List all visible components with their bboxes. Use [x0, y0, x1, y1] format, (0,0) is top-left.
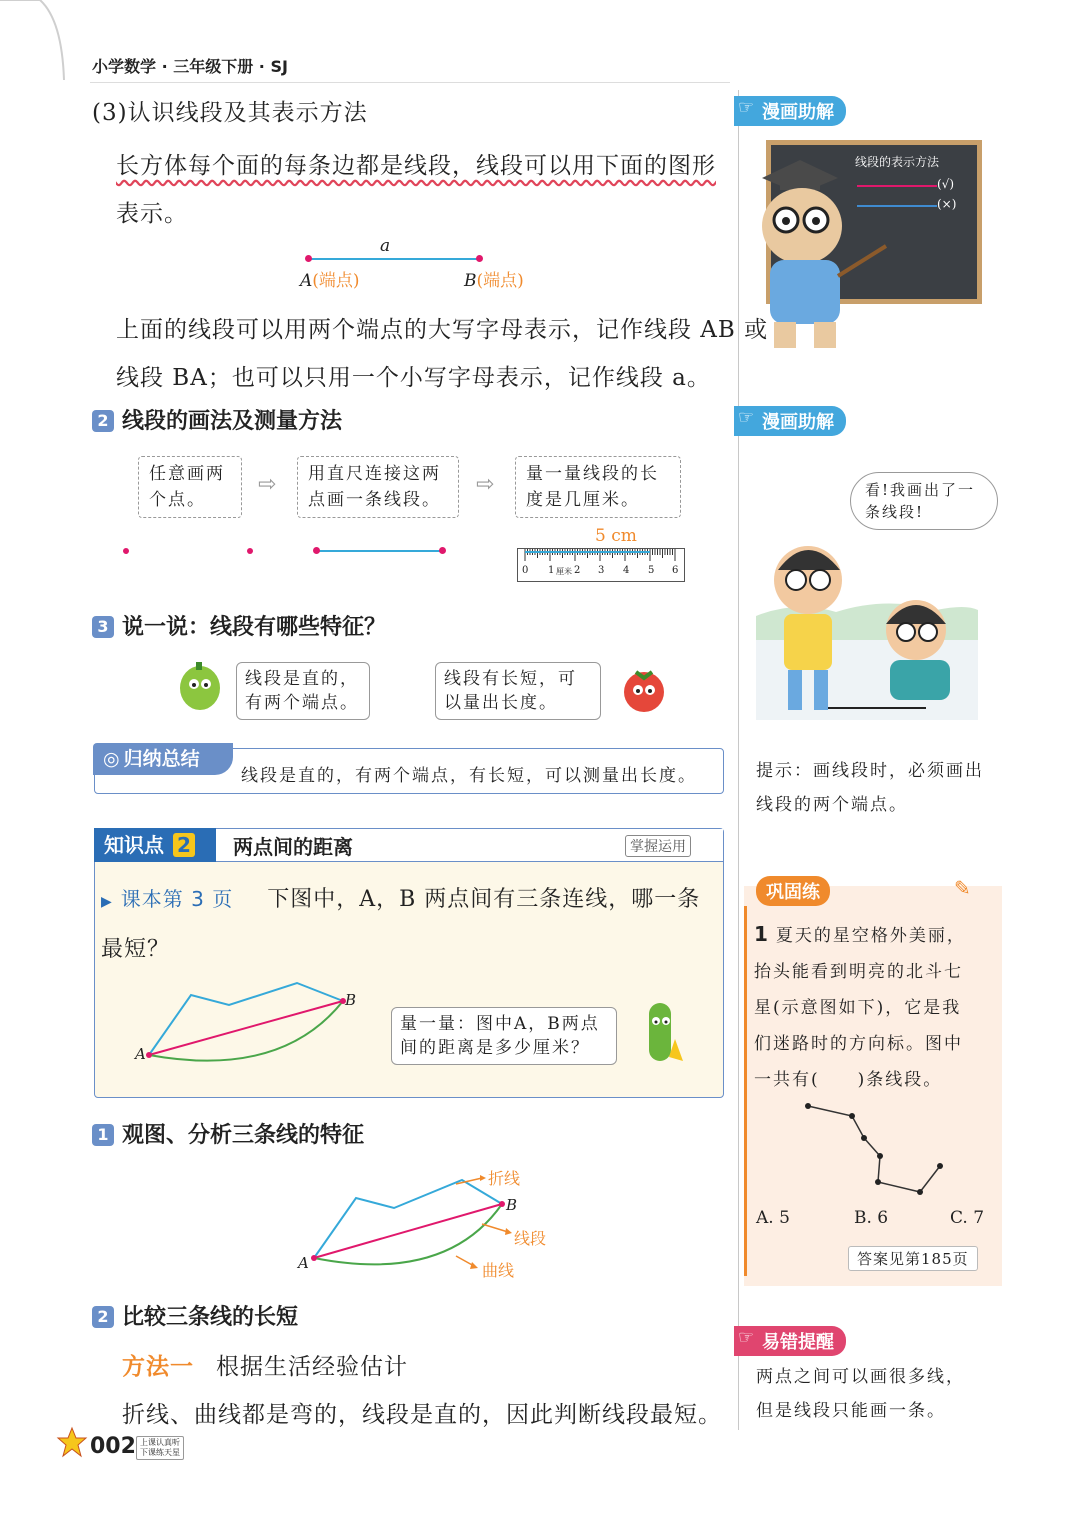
header-rule — [90, 82, 730, 83]
analysis2-heading — [92, 1300, 298, 1331]
summary-box — [94, 748, 724, 794]
method-text: 根据生活经验估计 — [216, 1354, 408, 1380]
measure-label: 5 cm — [595, 526, 637, 546]
column-divider — [738, 90, 739, 1430]
hint-text — [756, 754, 984, 822]
endpoint-a-dot — [305, 255, 312, 262]
kids-drawing-illustration — [756, 520, 978, 720]
section-title: (3)认识线段及其表示方法 — [92, 100, 368, 126]
kp-label-text: 知识点 — [104, 833, 164, 857]
ruler-tick-4: 4 — [623, 565, 630, 576]
kid-speech-bubble: 看!我画出了一条线段! — [850, 472, 998, 530]
point-a-letter: A — [300, 271, 313, 291]
practice-line-2: 抬头能看到明亮的北斗七 — [754, 962, 963, 982]
comic-tag-1 — [734, 96, 846, 126]
dot-2 — [247, 548, 253, 554]
error-tag — [734, 1326, 846, 1356]
error-line-a: 两点之间可以画很多线， — [756, 1367, 965, 1387]
arrow-icon-1: ⇨ — [258, 472, 277, 497]
analysis2-title: 比较三条线的长短 — [122, 1305, 299, 1330]
segment-figure — [300, 236, 560, 296]
kp-three-paths-figure — [131, 979, 371, 1079]
endpoint-b-label — [464, 266, 524, 291]
kp-question-line-a: 下图中，A，B 两点间有三条连线，哪一条 — [267, 887, 701, 912]
footer-slogan-2: 下课练天星 — [140, 1448, 180, 1457]
drawn-segment-end-a — [313, 547, 320, 554]
step2-badge: 2 — [92, 410, 114, 432]
error-line-b: 但是线段只能画一条。 — [756, 1401, 946, 1421]
endpoint-a-label — [300, 266, 360, 291]
method-label: 方法一 — [122, 1354, 194, 1380]
answer-reference: 答案见第185页 — [848, 1246, 978, 1271]
practice-tag: 巩固练 — [756, 876, 830, 906]
hand-pointer-icon-1: ☞ — [738, 97, 755, 118]
drawn-segment-end-b — [439, 547, 446, 554]
endpoint-a-note: (端点) — [312, 271, 360, 291]
endpoint-b-dot — [476, 255, 483, 262]
error-text — [756, 1360, 965, 1428]
board-cross: (×) — [937, 197, 957, 211]
ruler-tick-3: 3 — [598, 565, 605, 576]
kp-point-b: B — [345, 991, 357, 1009]
hand-pointer-icon-3: ☞ — [738, 1327, 755, 1348]
ruler-tick-5: 5 — [648, 565, 655, 576]
mascot-star-icon — [56, 1426, 88, 1460]
footer-slogan-1: 上课认真听 — [140, 1438, 180, 1447]
speech-bubble-2: 线段有长短，可以量出长度。 — [435, 662, 601, 720]
option-c[interactable]: C. 7 — [950, 1208, 985, 1228]
tomato-character-illustration — [614, 660, 674, 720]
step-box-3: 量一量线段的长度是几厘米。 — [515, 456, 681, 518]
summary-label — [93, 743, 233, 775]
method-line — [122, 1348, 408, 1381]
label-polyline: 折线 — [488, 1169, 521, 1188]
board-check: (√) — [937, 177, 955, 191]
page-corner-decoration — [0, 0, 70, 80]
practice-line-1: 夏天的星空格外美丽， — [775, 926, 966, 946]
segment-line — [308, 258, 480, 260]
point-b-letter: B — [464, 271, 477, 291]
conclusion-text: 折线、曲线都是弯的，线段是直的，因此判断线段最短。 — [122, 1402, 722, 1428]
step3-heading — [92, 610, 386, 641]
paragraph-2-line-a: 上面的线段可以用两个端点的大写字母表示，记作线段 AB 或 — [116, 317, 769, 343]
section-paragraph-1 — [116, 142, 716, 238]
option-a[interactable]: A. 5 — [756, 1208, 790, 1228]
big-dipper-diagram — [800, 1098, 950, 1198]
ruler-tick-6: 6 — [672, 565, 679, 576]
label-curve: 曲线 — [482, 1261, 515, 1280]
kp-number: 2 — [173, 833, 195, 857]
ruler-unit: 厘米 — [556, 567, 572, 576]
practice-box — [744, 876, 1002, 1286]
analysis1-heading — [92, 1118, 364, 1149]
book-header: 小学数学 · 三年级下册 · SJ — [92, 57, 288, 76]
step3-title: 说一说：线段有哪些特征？ — [122, 615, 387, 640]
comic-tag-1-text: 漫画助解 — [762, 102, 834, 123]
kp-question-line-b: 最短？ — [101, 937, 171, 962]
hint-line-b: 线段的两个端点。 — [756, 795, 908, 815]
ruler-tick-1: 1 — [548, 565, 555, 576]
option-b[interactable]: B. 6 — [854, 1208, 889, 1228]
analysis-point-b: B — [506, 1196, 518, 1214]
hint-line-a: 提示：画线段时，必须画出 — [756, 761, 984, 781]
paragraph-2-line-b: 线段 BA；也可以只用一个小写字母表示，记作线段 a。 — [116, 365, 711, 391]
analysis2-badge: 2 — [92, 1306, 114, 1328]
summary-label-text: 归纳总结 — [123, 748, 200, 770]
kp-ref-arrow-icon: ▶ — [101, 894, 113, 910]
knowledge-point-box — [94, 828, 724, 1098]
comic-tag-2 — [734, 406, 846, 436]
step-box-1: 任意画两个点。 — [138, 456, 242, 518]
practice-line-5: 一共有( )条线段。 — [754, 1070, 943, 1090]
summary-icon: ◎ — [103, 748, 120, 770]
kp-speech-bubble: 量一量：图中A，B两点间的距离是多少厘米？ — [391, 1007, 617, 1065]
section-paragraph-2 — [116, 306, 768, 402]
ruler-tick-0: 0 — [522, 565, 529, 576]
summary-text: 线段是直的，有两个端点，有长短，可以测量出长度。 — [241, 766, 697, 786]
pepper-character-illustration — [170, 656, 230, 716]
bear-teacher-illustration — [752, 146, 902, 354]
endpoint-b-note: (端点) — [476, 271, 524, 291]
ruler-measured-span — [525, 551, 650, 553]
kp-badge: 掌握运用 — [625, 835, 691, 857]
practice-question — [754, 916, 998, 1098]
kp-title: 两点间的距离 — [233, 835, 353, 859]
kp-label — [94, 828, 216, 862]
board-title: 线段的表示方法 — [855, 155, 940, 169]
analysis1-title: 观图、分析三条线的特征 — [122, 1123, 365, 1148]
cucumber-character-illustration — [635, 999, 685, 1069]
step3-badge: 3 — [92, 616, 114, 638]
ruler — [517, 548, 685, 582]
practice-number: 1 — [754, 922, 770, 946]
step2-title: 线段的画法及测量方法 — [122, 409, 343, 434]
footer-slogan — [136, 1436, 184, 1460]
kp-point-a: A — [135, 1045, 146, 1063]
analysis-point-a: A — [298, 1254, 309, 1272]
ruler-tick-2: 2 — [574, 565, 581, 576]
label-segment: 线段 — [514, 1229, 547, 1248]
speech-bubble-1: 线段是直的，有两个端点。 — [236, 662, 370, 720]
practice-line-3: 星(示意图如下)，它是我 — [754, 998, 962, 1018]
drawn-segment — [316, 550, 442, 552]
arrow-icon-2: ⇨ — [476, 472, 495, 497]
segment-label-a: a — [380, 236, 391, 256]
pencil-icon: ✎ — [954, 876, 971, 900]
error-tag-text: 易错提醒 — [762, 1332, 834, 1353]
practice-line-4: 们迷路时的方向标。图中 — [754, 1034, 963, 1054]
paragraph-1-line-a: 长方体每个面的每条边都是线段，线段可以用下面的图形 — [116, 153, 716, 179]
step-box-2: 用直尺连接这两点画一条线段。 — [297, 456, 459, 518]
dot-1 — [123, 548, 129, 554]
step2-heading — [92, 404, 342, 435]
analysis1-badge: 1 — [92, 1124, 114, 1146]
hand-pointer-icon-2: ☞ — [738, 407, 755, 428]
kp-question — [101, 875, 717, 974]
kp-textbook-ref: 课本第 3 页 — [120, 887, 234, 911]
paragraph-1-line-b: 表示。 — [116, 201, 188, 227]
comic-tag-2-text: 漫画助解 — [762, 412, 834, 433]
practice-left-border — [744, 906, 747, 1276]
page-number: 002 — [90, 1434, 136, 1459]
